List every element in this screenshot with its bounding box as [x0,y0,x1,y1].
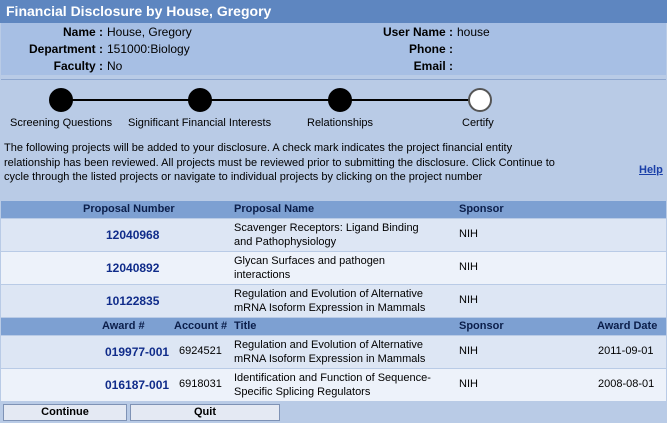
proposal-name-header: Proposal Name [234,203,315,215]
award-date: 2011-09-01 [598,345,654,357]
step-dot-relationships[interactable] [328,88,352,112]
award-title-line1: Identification and Function of Sequence- [234,372,431,384]
step-dot-screening[interactable] [49,88,73,112]
department-value: 151000:Biology [107,42,190,56]
user-info-panel [1,23,666,75]
continue-button[interactable]: Continue [3,404,127,421]
email-label: Email : [413,59,453,73]
proposal-sponsor-header: Sponsor [459,203,504,215]
proposal-number-header: Proposal Number [83,203,175,215]
progress-line [61,99,481,101]
phone-label: Phone : [409,42,453,56]
proposal-name-line2: mRNA Isoform Expression in Mammals [234,302,426,314]
proposal-number-link[interactable]: 12040968 [106,228,160,242]
progress-steps [1,80,666,135]
award-title-line2: Specific Splicing Regulators [234,386,371,398]
account-number-header: Account # [174,320,228,332]
table-row [1,252,666,284]
quit-button[interactable]: Quit [130,404,280,421]
instructions-text: The following projects will be added to your disclosure. A check mark indicates the project financial entity relationship has been reviewed. All projects must be reviewed prior to submitting the disclosure. Click Continue to cycle through the listed projects or navigate to individual projects by clicking on the project number [4,142,555,183]
award-number-link[interactable]: 016187-001 [105,378,170,392]
faculty-value: No [107,59,123,73]
account-number: 6924521 [179,345,222,357]
username-label: User Name : [382,25,453,39]
name-label: Name : [62,25,103,39]
award-date: 2008-08-01 [598,378,655,390]
proposal-header-row [1,201,666,218]
proposal-number-link[interactable]: 12040892 [106,261,160,275]
step-label-screening: Screening Questions [10,117,113,129]
table-row [1,219,666,251]
step-dot-certify[interactable] [468,88,492,112]
step-dot-financial-interests[interactable] [188,88,212,112]
proposal-name-line1: Glycan Surfaces and pathogen [234,255,386,267]
table-row [1,369,666,401]
main-panel [1,79,666,422]
table-row [1,336,666,368]
name-value: House, Gregory [107,25,192,39]
step-label-relationships: Relationships [307,117,374,129]
step-label-financial-interests: Significant Financial Interests [128,117,272,129]
proposal-sponsor: NIH [459,228,478,240]
department-label: Department : [28,42,103,56]
proposal-name-line2: and Pathophysiology [234,236,337,248]
award-sponsor-header: Sponsor [459,320,504,332]
proposal-name-line1: Scavenger Receptors: Ligand Binding [234,222,419,234]
window-title: Financial Disclosure by House, Gregory [0,0,667,23]
award-number-header: Award # [102,320,145,332]
help-link[interactable]: Help [639,164,663,176]
proposal-name-line2: interactions [234,269,291,281]
award-header-row [1,318,666,335]
proposal-name-line1: Regulation and Evolution of Alternative [234,288,423,300]
proposal-sponsor: NIH [459,294,478,306]
table-row [1,285,666,317]
award-title-line2: mRNA Isoform Expression in Mammals [234,353,426,365]
award-title-header: Title [234,320,257,332]
faculty-label: Faculty : [53,59,103,73]
award-sponsor: NIH [459,345,478,357]
award-date-header: Award Date [597,320,658,332]
proposal-sponsor: NIH [459,261,478,273]
award-title-line1: Regulation and Evolution of Alternative [234,339,423,351]
award-number-link[interactable]: 019977-001 [105,345,170,359]
username-value: house [457,25,490,39]
step-label-certify: Certify [462,117,494,129]
account-number: 6918031 [179,378,222,390]
award-sponsor: NIH [459,378,478,390]
proposal-number-link[interactable]: 10122835 [106,294,160,308]
